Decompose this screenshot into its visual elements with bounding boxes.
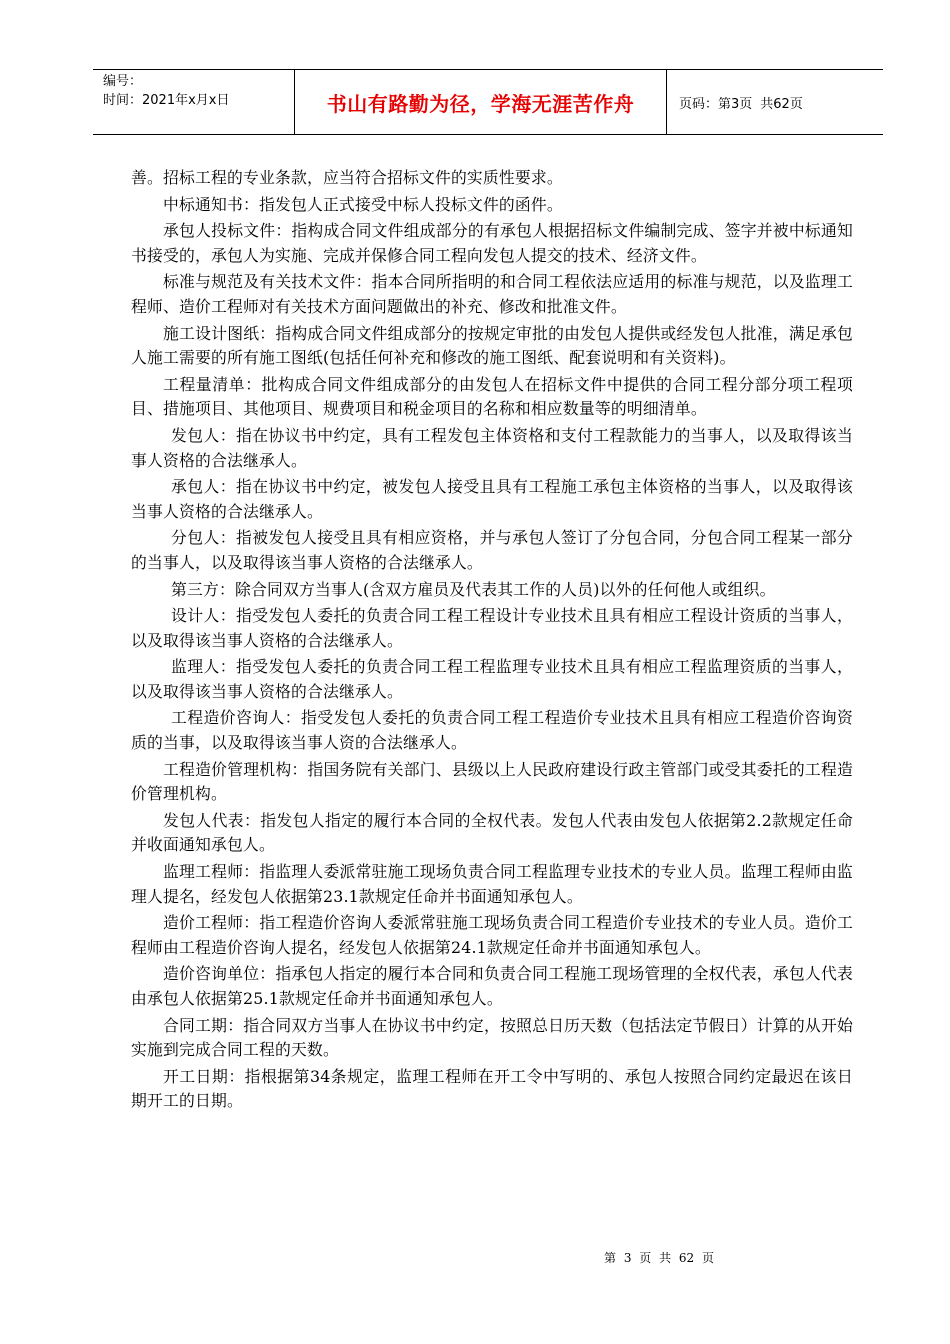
motto-text: 书山有路勤为径，学海无涯苦作舟 <box>326 91 635 116</box>
number-label: 编号： <box>103 74 143 89</box>
page-label: 页码：第3页 <box>679 96 753 112</box>
paragraph: 施工设计图纸：指构成合同文件组成部分的按规定审批的由发包人提供或经发包人批准，满足承包人施工需要的所有施工图纸(包括任何补充和修改的施工图纸、配套说明和有关资料)。 <box>131 323 853 368</box>
paragraph: 设计人：指受发包人委托的负责合同工程工程设计专业技术且具有相应工程设计资质的当事人，以及取得该当事人资格的合法继承人。 <box>131 606 853 650</box>
document-body <box>131 166 853 1116</box>
paragraph: 监理人：指受发包人委托的负责合同工程工程监理专业技术且具有相应工程监理资质的当事人，以及取得该当事人资格的合法继承人。 <box>131 657 853 701</box>
paragraph: 标准与规范及有关技术文件：指本合同所指明的和合同工程依法应适用的标准与规范，以及监理工程师、造价工程师对有关技术方面问题做出的补充、修改和批准文件。 <box>131 272 853 316</box>
paragraph: 开工日期：指根据第34条规定，监理工程师在开工令中写明的、承包人按照合同约定最迟在该日期开工的日期。 <box>131 1066 853 1111</box>
header-motto-cell <box>295 70 667 134</box>
paragraph: 承包人投标文件：指构成合同文件组成部分的有承包人根据招标文件编制完成、签字并被中标通知书接受的，承包人为实施、完成并保修合同工程向发包人提交的技术、经济文件。 <box>131 221 853 265</box>
paragraph: 工程量清单：批构成合同文件组成部分的由发包人在招标文件中提供的合同工程分部分项工程项目、措施项目、其他项目、规费项目和税金项目的名称和相应数量等的明细清单。 <box>131 374 853 419</box>
paragraph: 监理工程师：指监理人委派常驻施工现场负责合同工程监理专业技术的专业人员。监理工程师由监理人提名，经发包人依据第23.1款规定任命并书面通知承包人。 <box>131 862 853 906</box>
header-page-cell <box>667 70 883 134</box>
total-label: 共62页 <box>760 96 803 112</box>
paragraph: 合同工期：指合同双方当事人在协议书中约定，按照总日历天数（包括法定节假日）计算的从开始实施到完成合同工程的天数。 <box>131 1015 853 1060</box>
paragraph: 发包人代表：指发包人指定的履行本合同的全权代表。发包人代表由发包人依据第2.2款规定任命并收面通知承包人。 <box>131 810 853 855</box>
paragraph: 善。招标工程的专业条款，应当符合招标文件的实质性要求。 <box>131 168 563 187</box>
paragraph: 发包人：指在协议书中约定，具有工程发包主体资格和支付工程款能力的当事人，以及取得该当事人资格的合法继承人。 <box>131 425 853 470</box>
document-header <box>93 69 883 135</box>
paragraph: 第三方：除合同双方当事人(含双方雇员及代表其工作的人员)以外的任何他人或组织。 <box>171 579 776 599</box>
paragraph: 工程造价咨询人：指受发包人委托的负责合同工程工程造价专业技术且具有相应工程造价咨询资质的当事，以及取得该当事人资的合法继承人。 <box>131 708 853 753</box>
paragraph: 承包人：指在协议书中约定，被发包人接受且具有工程施工承包主体资格的当事人，以及取得该当事人资格的合法继承人。 <box>131 477 853 521</box>
header-meta <box>93 70 295 134</box>
paragraph: 工程造价管理机构：指国务院有关部门、县级以上人民政府建设行政主管部门或受其委托的工程造价管理机构。 <box>131 759 853 804</box>
paragraph: 中标通知书：指发包人正式接受中标人投标文件的函件。 <box>163 194 563 214</box>
paragraph: 造价咨询单位：指承包人指定的履行本合同和负责合同工程施工现场管理的全权代表，承包人代表由承包人依据第25.1款规定任命并书面通知承包人。 <box>131 964 853 1008</box>
time-label: 时间：2021年x月x日 <box>103 93 230 108</box>
page-footer: 第 3 页 共 62 页 <box>604 1251 714 1265</box>
paragraph: 分包人：指被发包人接受且具有相应资格，并与承包人签订了分包合同，分包合同工程某一部分的当事人，以及取得该当事人资格的合法继承人。 <box>131 528 853 572</box>
paragraph: 造价工程师：指工程造价咨询人委派常驻施工现场负责合同工程造价专业技术的专业人员。造价工程师由工程造价咨询人提名，经发包人依据第24.1款规定任命并书面通知承包人。 <box>131 913 853 957</box>
